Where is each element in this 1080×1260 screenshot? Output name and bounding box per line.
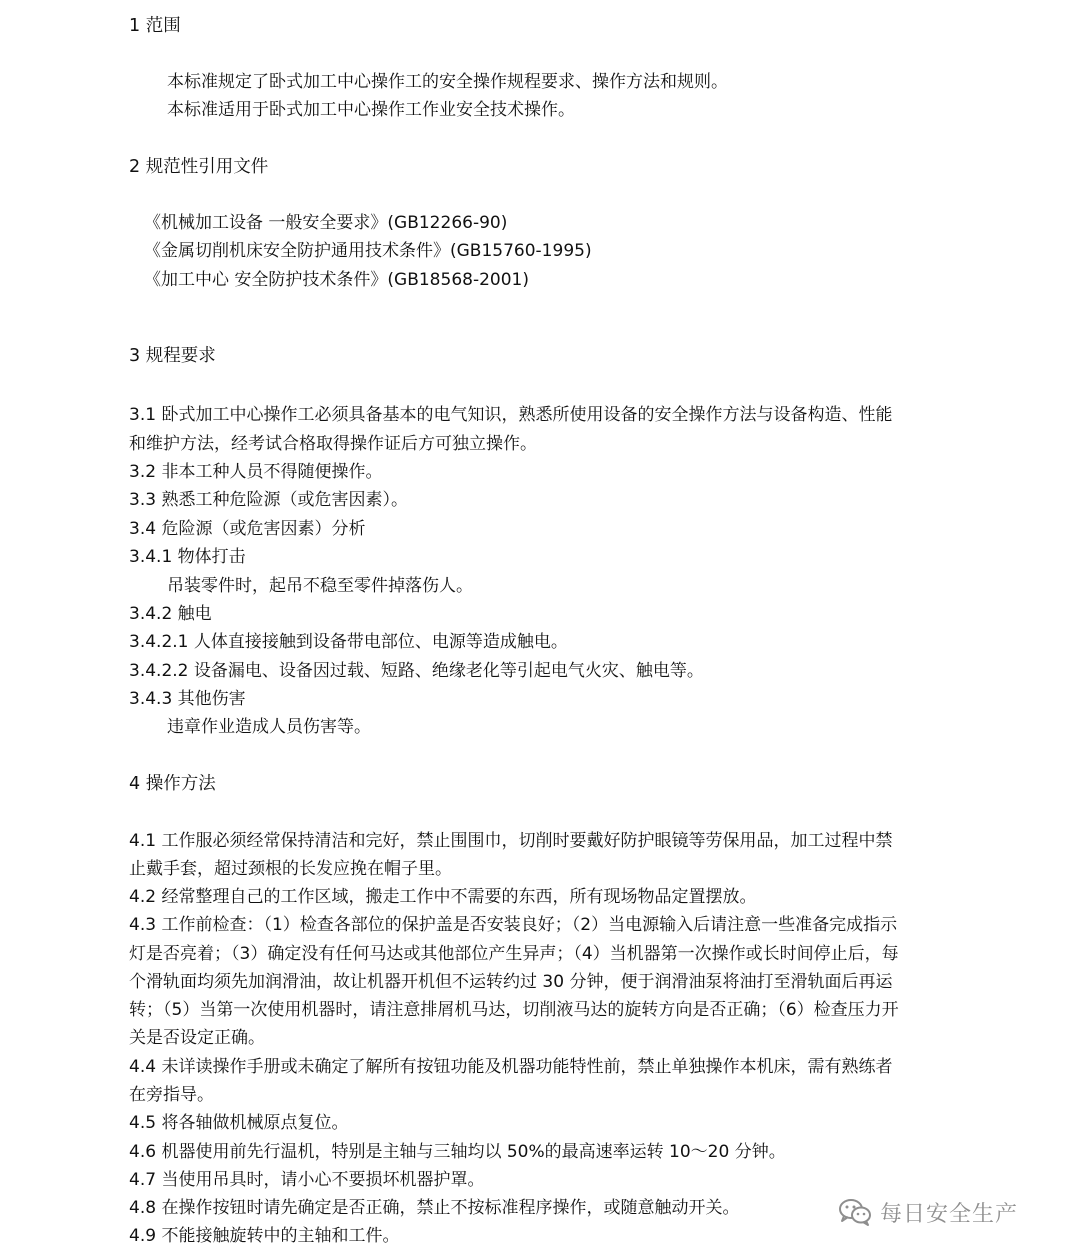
clause-line: 灯是否亮着；（3）确定没有任何马达或其他部位产生异声；（4）当机器第一次操作或长时间停止后，每: [129, 944, 899, 964]
clause-line: 违章作业造成人员伤害等。: [167, 717, 371, 737]
watermark-text: 每日安全生产: [880, 1201, 1019, 1227]
watermark: [838, 1194, 1018, 1230]
clause-line: 个滑轨面均须先加润滑油，故让机器开机但不运转约过 30 分钟，便于润滑油泵将油打至滑轨面后再运: [129, 972, 893, 992]
reference-item: 《加工中心 安全防护技术条件》(GB18568-2001): [144, 270, 529, 290]
section-1-paragraph: 本标准适用于卧式加工中心操作工作业安全技术操作。: [167, 100, 575, 120]
clause-line: 4.3 工作前检查：（1）检查各部位的保护盖是否安装良好；（2）当电源输入后请注意一些准备完成指示: [129, 915, 898, 935]
clause-line: 3.4.1 物体打击: [129, 547, 246, 567]
clause-line: 关是否设定正确。: [129, 1028, 265, 1048]
reference-item: 《机械加工设备 一般安全要求》(GB12266-90): [144, 213, 508, 233]
section-1-paragraph: 本标准规定了卧式加工中心操作工的安全操作规程要求、操作方法和规则。: [167, 72, 728, 92]
clause-line: 和维护方法，经考试合格取得操作证后方可独立操作。: [129, 434, 537, 454]
clause-line: 3.4 危险源（或危害因素）分析: [129, 519, 366, 539]
clause-line: 在旁指导。: [129, 1085, 214, 1105]
clause-line: 3.4.3 其他伤害: [129, 689, 246, 709]
section-1-heading: 1 范围: [129, 16, 181, 36]
clause-line: 4.2 经常整理自己的工作区域，搬走工作中不需要的东西，所有现场物品定置摆放。: [129, 887, 757, 907]
clause-line: 4.7 当使用吊具时，请小心不要损坏机器护罩。: [129, 1170, 485, 1190]
clause-line: 4.4 未详读操作手册或未确定了解所有按钮功能及机器功能特性前，禁止单独操作本机床，需有熟练者: [129, 1057, 893, 1077]
clause-line: 3.4.2.1 人体直接接触到设备带电部位、电源等造成触电。: [129, 632, 568, 652]
clause-line: 4.6 机器使用前先行温机，特别是主轴与三轴均以 50%的最高速率运转 10～20 分钟。: [129, 1142, 786, 1162]
section-2-heading: 2 规范性引用文件: [129, 157, 269, 177]
section-4-heading: 4 操作方法: [129, 774, 216, 794]
clause-line: 3.1 卧式加工中心操作工必须具备基本的电气知识，熟悉所使用设备的安全操作方法与设备构造、性能: [129, 405, 893, 425]
clause-line: 4.8 在操作按钮时请先确定是否正确，禁止不按标准程序操作，或随意触动开关。: [129, 1198, 740, 1218]
clause-line: 止戴手套，超过颈根的长发应挽在帽子里。: [129, 859, 452, 879]
clause-line: 吊装零件时，起吊不稳至零件掉落伤人。: [167, 576, 473, 596]
clause-line: 4.5 将各轴做机械原点复位。: [129, 1113, 349, 1133]
clause-line: 转；（5）当第一次使用机器时，请注意排屑机马达，切削液马达的旋转方向是否正确；（6）检查压力开: [129, 1000, 899, 1020]
clause-line: 4.1 工作服必须经常保持清洁和完好，禁止围围巾，切削时要戴好防护眼镜等劳保用品，加工过程中禁: [129, 831, 893, 851]
clause-line: 3.4.2 触电: [129, 604, 212, 624]
section-3-heading: 3 规程要求: [129, 346, 216, 366]
clause-line: 3.3 熟悉工种危险源（或危害因素）。: [129, 490, 408, 510]
clause-line: 4.9 不能接触旋转中的主轴和工件。: [129, 1226, 400, 1246]
reference-item: 《金属切削机床安全防护通用技术条件》(GB15760-1995): [144, 241, 592, 261]
clause-line: 3.4.2.2 设备漏电、设备因过载、短路、绝缘老化等引起电气火灾、触电等。: [129, 661, 704, 681]
wechat-icon: [838, 1197, 872, 1227]
clause-line: 3.2 非本工种人员不得随便操作。: [129, 462, 383, 482]
